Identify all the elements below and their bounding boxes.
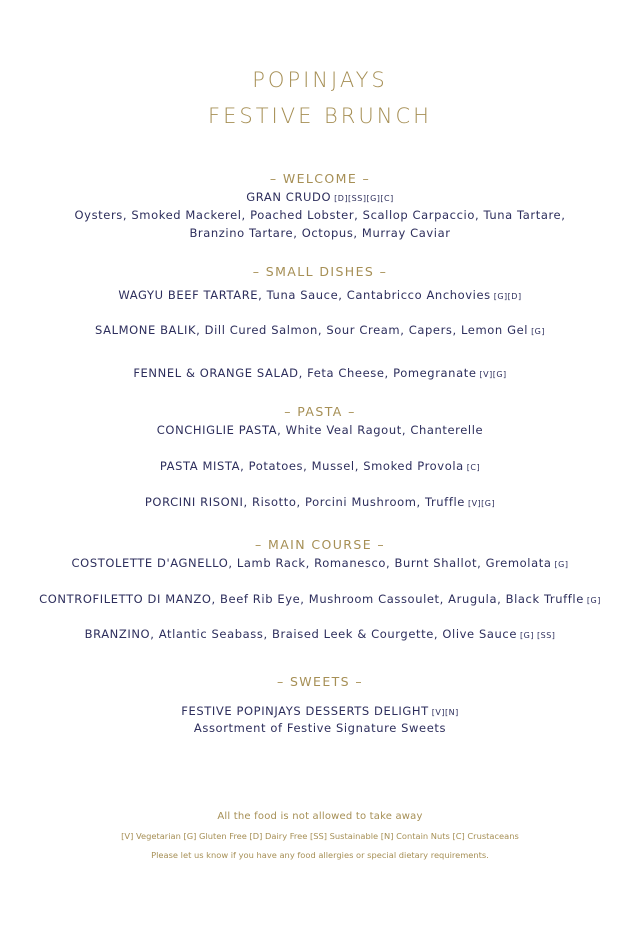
menu-item-text: CONTROFILETTO DI MANZO, Beef Rib Eye, Mushroom Cassoulet, Arugula, Black Truffle: [39, 592, 584, 606]
menu-item-text: PORCINI RISONI, Risotto, Porcini Mushroom, Truffle: [144, 495, 465, 509]
menu-item-tags: [V][G]: [479, 370, 507, 379]
menu-item-tags: [D][SS][G][C]: [334, 194, 394, 203]
menu-item-text: SALMONE BALIK, Dill Cured Salmon, Sour Cream, Capers, Lemon Gel: [94, 323, 529, 337]
menu-item-salmone-balik: [0, 323, 640, 337]
section-heading-small-dishes: – SMALL DISHES –: [252, 264, 388, 279]
menu-item-conchiglie-pasta: [0, 423, 640, 437]
menu-title-line1: POPINJAYS: [252, 68, 388, 92]
menu-item-description: Assortment of Festive Signature Sweets: [193, 721, 447, 735]
footer-allergy-note: Please let us know if you have any food allergies or special dietary requirements.: [151, 850, 489, 860]
menu-item-branzino: [0, 627, 640, 641]
menu-item-festive-desserts-delight: [0, 704, 640, 718]
section-heading-welcome: – WELCOME –: [269, 171, 371, 186]
section-heading-main-course: – MAIN COURSE –: [254, 537, 386, 552]
menu-item-tags: [V][G]: [467, 499, 496, 508]
menu-item-porcini-risoni: [0, 495, 640, 509]
menu-item-tags: [G] [SS]: [520, 631, 556, 640]
menu-item-text: FENNEL & ORANGE SALAD, Feta Cheese, Pomegranate: [133, 366, 477, 380]
menu-item-description: Oysters, Smoked Mackerel, Poached Lobster, Scallop Carpaccio, Tuna Tartare,: [74, 208, 566, 222]
menu-item-text: CONCHIGLIE PASTA, White Veal Ragout, Chanterelle: [156, 423, 484, 437]
footer-legend: [V] Vegetarian [G] Gluten Free [D] Dairy Free [SS] Sustainable [N] Contain Nuts [C] Crustaceans: [121, 831, 519, 841]
menu-item-wagyu-beef-tartare: [0, 288, 640, 302]
menu-item-tags: [C]: [466, 463, 481, 472]
section-heading-pasta: – PASTA –: [284, 404, 356, 419]
section-heading-sweets: – SWEETS –: [276, 674, 364, 689]
footer-takeaway-note: All the food is not allowed to take away: [217, 811, 423, 822]
menu-item-tags: [G]: [531, 327, 546, 336]
menu-item-tags: [G]: [586, 596, 601, 605]
menu-item-text: WAGYU BEEF TARTARE, Tuna Sauce, Cantabricco Anchovies: [118, 288, 491, 302]
menu-item-text: PASTA MISTA, Potatoes, Mussel, Smoked Provola: [159, 459, 464, 473]
menu-item-gran-crudo: [0, 190, 640, 204]
menu-item-tags: [V][N]: [431, 708, 459, 717]
menu-item-fennel-orange-salad: [0, 366, 640, 380]
menu-item-name: GRAN CRUDO: [246, 190, 332, 204]
menu-item-text: FESTIVE POPINJAYS DESSERTS DELIGHT: [181, 704, 429, 718]
menu-item-costolette-dagnello: [0, 556, 640, 570]
menu-item-text: COSTOLETTE D'AGNELLO, Lamb Rack, Romanesco, Burnt Shallot, Gremolata: [71, 556, 552, 570]
menu-item-description: Branzino Tartare, Octopus, Murray Caviar: [189, 226, 451, 240]
menu-title-line2: FESTIVE BRUNCH: [208, 104, 432, 128]
menu-item-text: BRANZINO, Atlantic Seabass, Braised Leek & Courgette, Olive Sauce: [84, 627, 518, 641]
menu-item-tags: [G][D]: [493, 292, 522, 301]
menu-item-controfiletto-di-manzo: [0, 592, 640, 606]
menu-item-tags: [G]: [554, 560, 569, 569]
menu-item-pasta-mista: [0, 459, 640, 473]
